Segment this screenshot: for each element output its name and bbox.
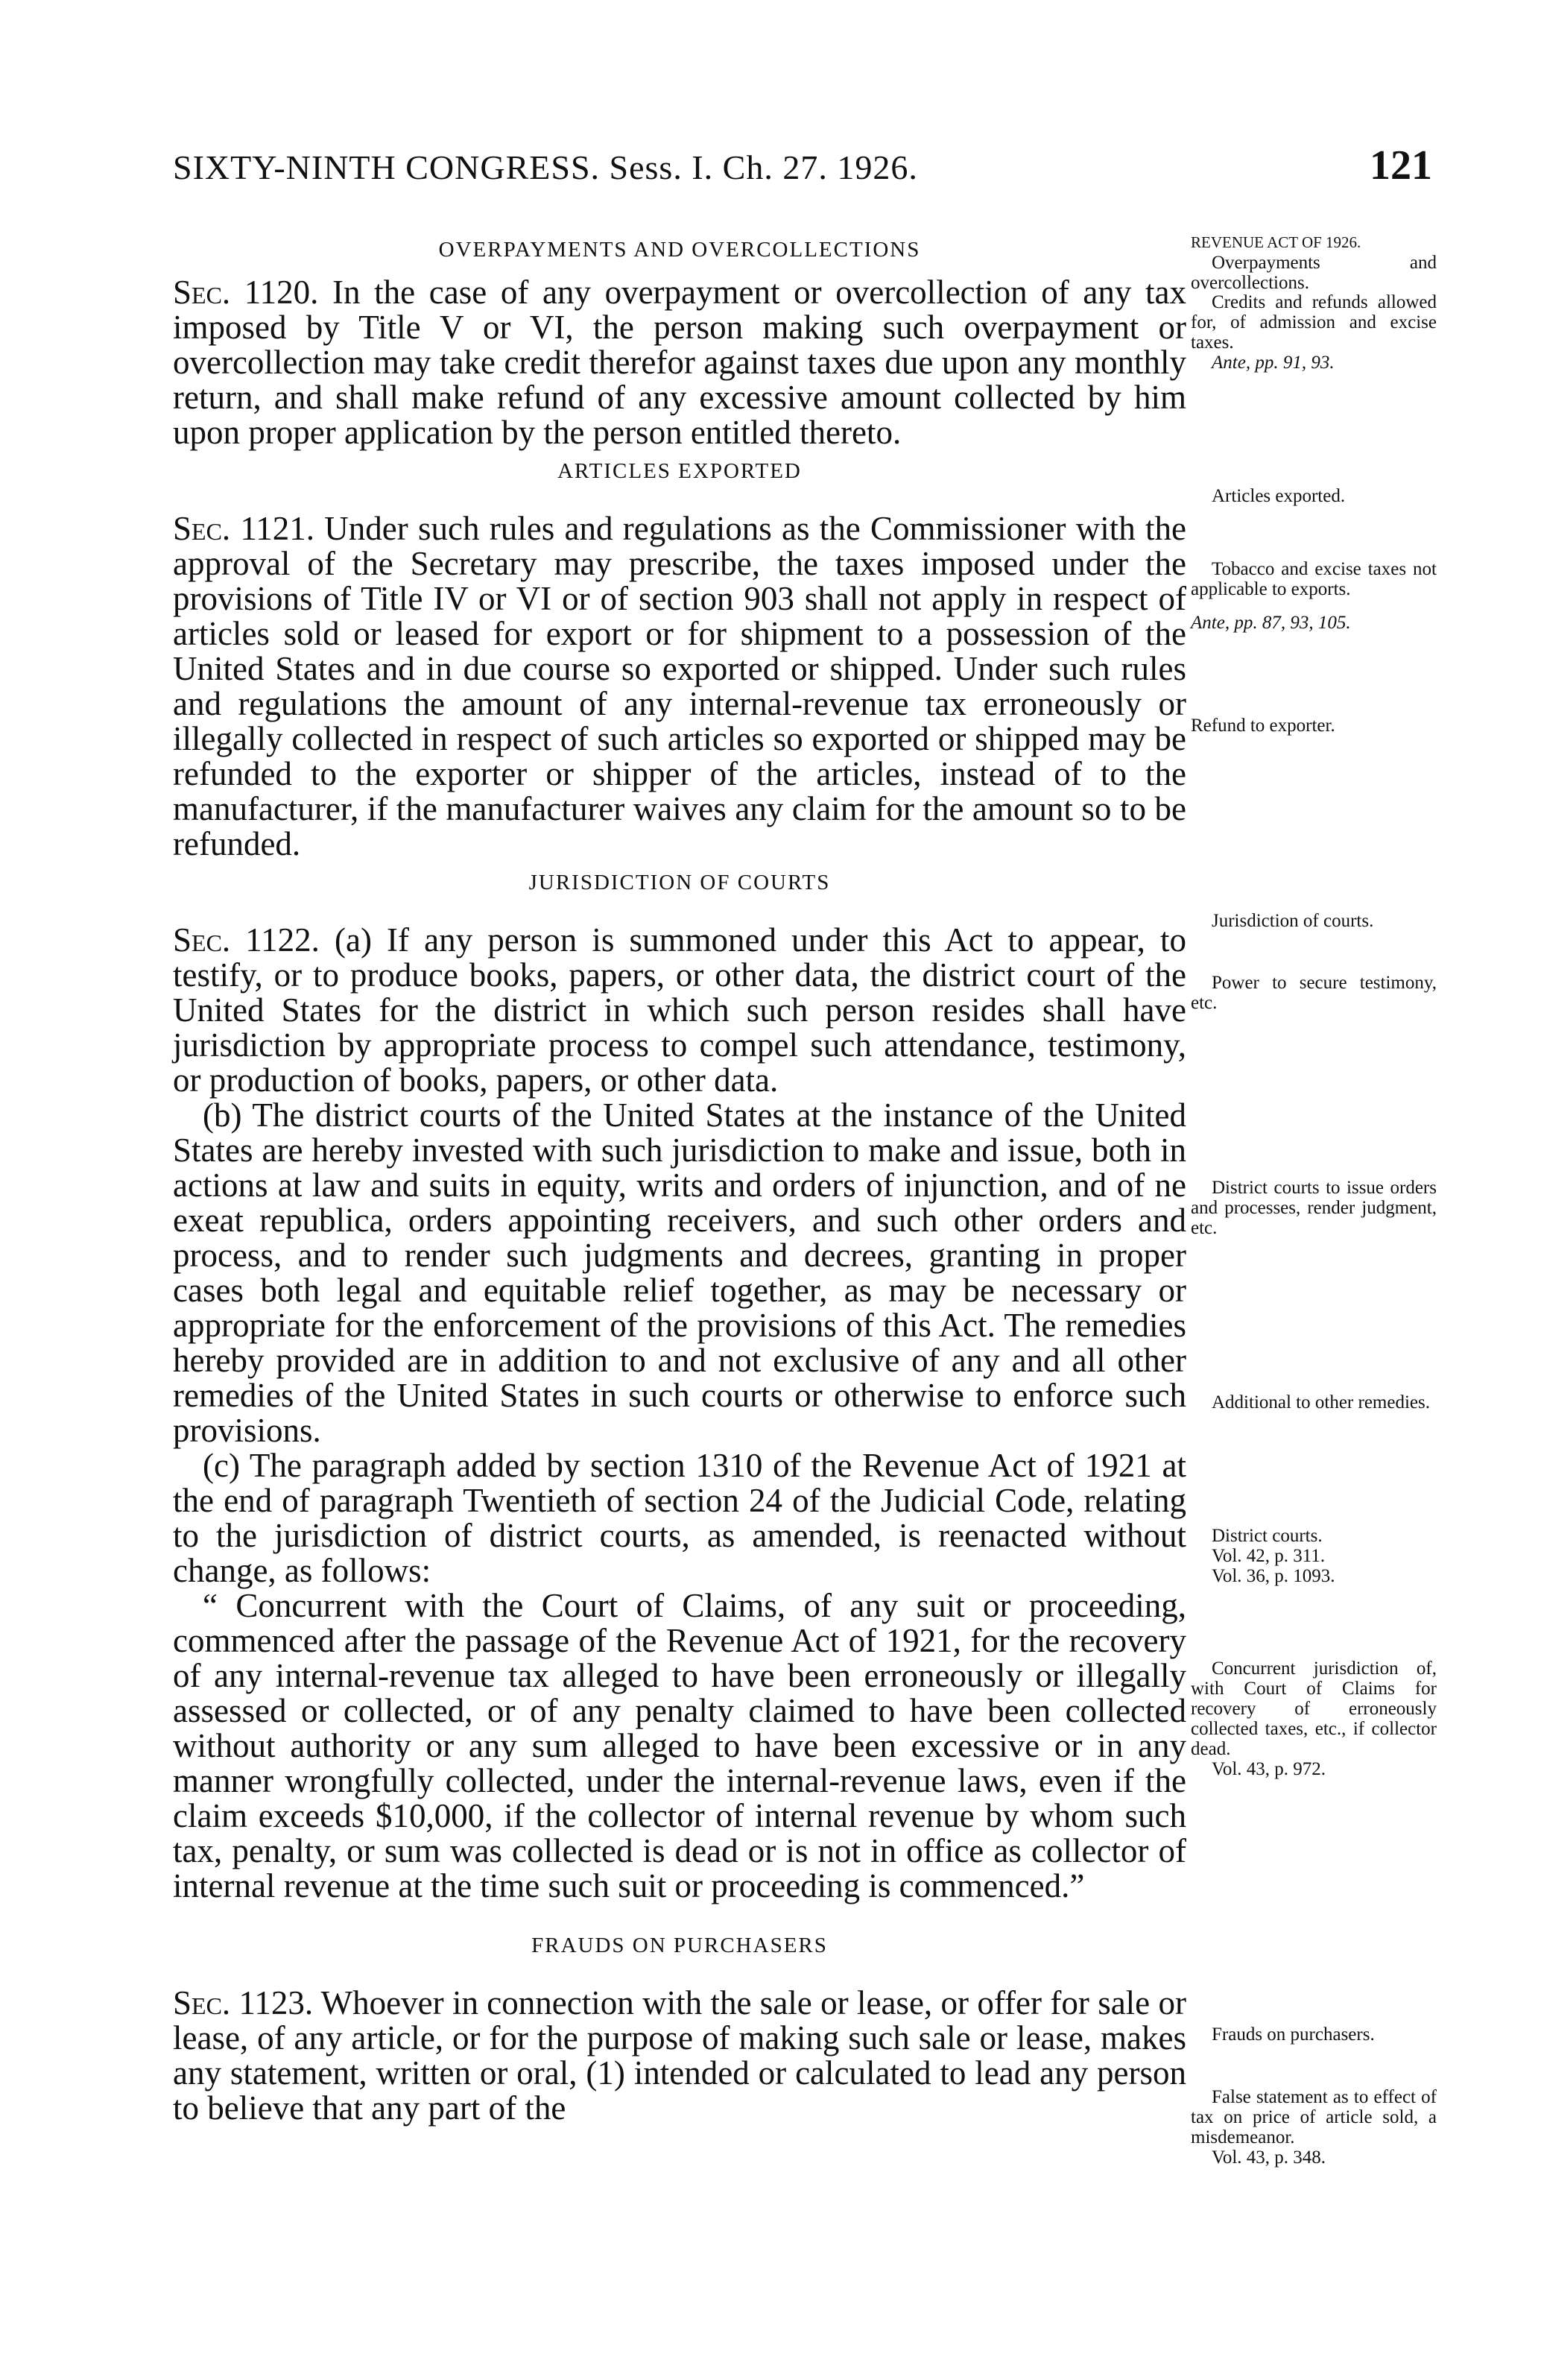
margin-note-articles-exported — [1191, 486, 1437, 506]
section-1121-text: Under such rules and regulations as the Commissioner with the approval of the Secretary may prescribe, the taxes imposed under the provisions of Title IV or VI or of section 903 shall not apply in respect of articles sold or leased for export or for shipment to a possession of the United States and in due course so exported or shipped. Under such rules and regulations the amount of any internal-revenue tax erroneously or illegally collected in respect of such articles so exported or shipped may be refunded to the exporter or shipper of the articles, instead of to the manufacturer, if the manufacturer waives any claim for the amount so to be refunded. — [173, 510, 1187, 862]
margin-note-power-text: Power to secure testimony, etc. — [1191, 973, 1437, 1013]
margin-note-frauds-text: Frauds on purchasers. — [1212, 2024, 1375, 2045]
section-heading-articles-exported: ARTICLES EXPORTED — [557, 459, 802, 483]
section-1122-label: Sec. 1122. — [173, 921, 320, 959]
margin-note-district-courts — [1191, 1526, 1437, 1586]
section-1122-quote: “ Concurrent with the Court of Claims, of any suit or proceeding, commenced after the passage of the Revenue Act of 1921, for the recovery of any internal-revenue tax alleged to have been erroneously or illegally assessed or collected, or of any penalty claimed to have been collected without authority or any sum alleged to have been excessive or in any manner wrongfully collected, under the internal-revenue laws, even if the claim exceeds $10,000, if the collector of internal revenue by whom such tax, penalty, or sum was collected is dead or is not in office as collector of internal revenue at the time such suit or proceeding is commenced.” — [173, 1587, 1186, 1904]
margin-note-concurrent-citation: Vol. 43, p. 972. — [1212, 1759, 1326, 1779]
margin-note-district-cite-1: Vol. 42, p. 311. — [1212, 1546, 1326, 1566]
page-number: 121 — [1370, 142, 1432, 189]
margin-note-concurrent-jurisdiction — [1191, 1658, 1437, 1779]
section-heading-jurisdiction: JURISDICTION OF COURTS — [528, 871, 831, 894]
margin-note-additional-remedies — [1191, 1392, 1437, 1412]
margin-note-false-citation: Vol. 43, p. 348. — [1212, 2147, 1326, 2168]
running-head-title: SIXTY-NINTH CONGRESS. Sess. I. Ch. 27. 1926. — [173, 148, 918, 186]
margin-note-act-title: REVENUE ACT OF 1926. — [1191, 233, 1361, 251]
margin-note-district-courts-orders — [1191, 1178, 1437, 1238]
running-head — [173, 142, 1432, 200]
margin-note-tobacco-excise — [1191, 559, 1437, 633]
section-1123-text: Whoever in connection with the sale or lease, or offer for sale or lease, of any article, or for the purpose of making such sale or lease, makes any statement, written or oral, (1) intended or calculated to lead any person to believe that any part of the — [173, 1984, 1187, 2127]
main-text-column — [173, 235, 1186, 2126]
margin-note-refund-exporter — [1191, 716, 1437, 736]
margin-note-power-testimony — [1191, 973, 1437, 1013]
margin-note-credits-citation: Ante, pp. 91, 93. — [1212, 353, 1335, 373]
section-1122a-paragraph — [173, 923, 1186, 1098]
margin-note-frauds — [1191, 2024, 1437, 2045]
section-1120-paragraph — [173, 275, 1186, 450]
section-heading-overpayments: OVERPAYMENTS AND OVERCOLLECTIONS — [438, 238, 921, 262]
section-1122c-paragraph: (c) The paragraph added by section 1310 of the Revenue Act of 1921 at the end of paragraph Twentieth of section 24 of the Judicial Code, relating to the jurisdiction of district courts, as amended, is reenacted without change, as follows: — [173, 1447, 1186, 1589]
section-1123-paragraph — [173, 1986, 1186, 2126]
margin-note-district-cite-2: Vol. 36, p. 1093. — [1212, 1566, 1335, 1586]
margin-note-credits-refunds — [1191, 292, 1437, 373]
section-heading-frauds: FRAUDS ON PURCHASERS — [531, 1934, 828, 1957]
margin-note-false-statement — [1191, 2087, 1437, 2168]
margin-note-revenue-act — [1191, 233, 1437, 293]
section-1121-paragraph — [173, 511, 1186, 862]
section-1120-text: In the case of any overpayment or overcollection of any tax imposed by Title V or VI, the person making such overpayment or overcollection may take credit therefor against taxes due upon any monthly return, and shall make refund of any excessive amount collected by him upon proper application by the person entitled thereto. — [173, 274, 1186, 451]
margin-note-false-text: False statement as to effect of tax on price of article sold, a misdemeanor. — [1191, 2087, 1437, 2147]
margin-note-additional-text: Additional to other remedies. — [1212, 1392, 1430, 1412]
margin-note-district-text: District courts. — [1212, 1526, 1323, 1546]
margin-note-credits-text: Credits and refunds allowed for, of admission and excise taxes. — [1191, 292, 1437, 353]
section-1123-label: Sec. 1123. — [173, 1984, 314, 2021]
margin-note-tobacco-text: Tobacco and excise taxes not applicable to exports. — [1191, 559, 1437, 599]
section-1121-label: Sec. 1121. — [173, 510, 315, 547]
margin-note-overpayments: Overpayments and overcollections. — [1191, 253, 1437, 293]
margin-note-jurisdiction — [1191, 911, 1437, 931]
section-1120-label: Sec. 1120. — [173, 274, 319, 311]
section-1122a-text: (a) If any person is summoned under this Act to appear, to testify, or to produce books, papers, or other data, the district court of the United States for the district in which such person resides shall have jurisdiction by appropriate process to compel such attendance, testimony, or production of books, papers, or other data. — [173, 921, 1187, 1099]
margin-note-tobacco-citation: Ante, pp. 87, 93, 105. — [1191, 613, 1351, 633]
section-1122b-paragraph: (b) The district courts of the United States at the instance of the United States are hereby invested with such jurisdiction to make and issue, both in actions at law and suits in equity, writs and orders of injunction, and of ne exeat republica, orders appointing receivers, and such other orders and process, and to render such judgments and decrees, granting in proper cases both legal and equitable relief together, as may be necessary or appropriate for the enforcement of the provisions of this Act. The remedies hereby provided are in addition to and not exclusive of any and all other remedies of the United States in such courts or otherwise to enforce such provisions. — [173, 1096, 1186, 1449]
margin-note-jurisdiction-text: Jurisdiction of courts. — [1212, 911, 1374, 931]
margin-note-concurrent-text: Concurrent jurisdiction of, with Court of Claims for recovery of erroneously collected taxes, etc., if collector dead. — [1191, 1658, 1437, 1759]
margin-note-articles-text: Articles exported. — [1212, 486, 1346, 506]
margin-note-district-orders-text: District courts to issue orders and processes, render judgment, etc. — [1191, 1178, 1437, 1238]
margin-note-refund-text: Refund to exporter. — [1191, 716, 1335, 736]
